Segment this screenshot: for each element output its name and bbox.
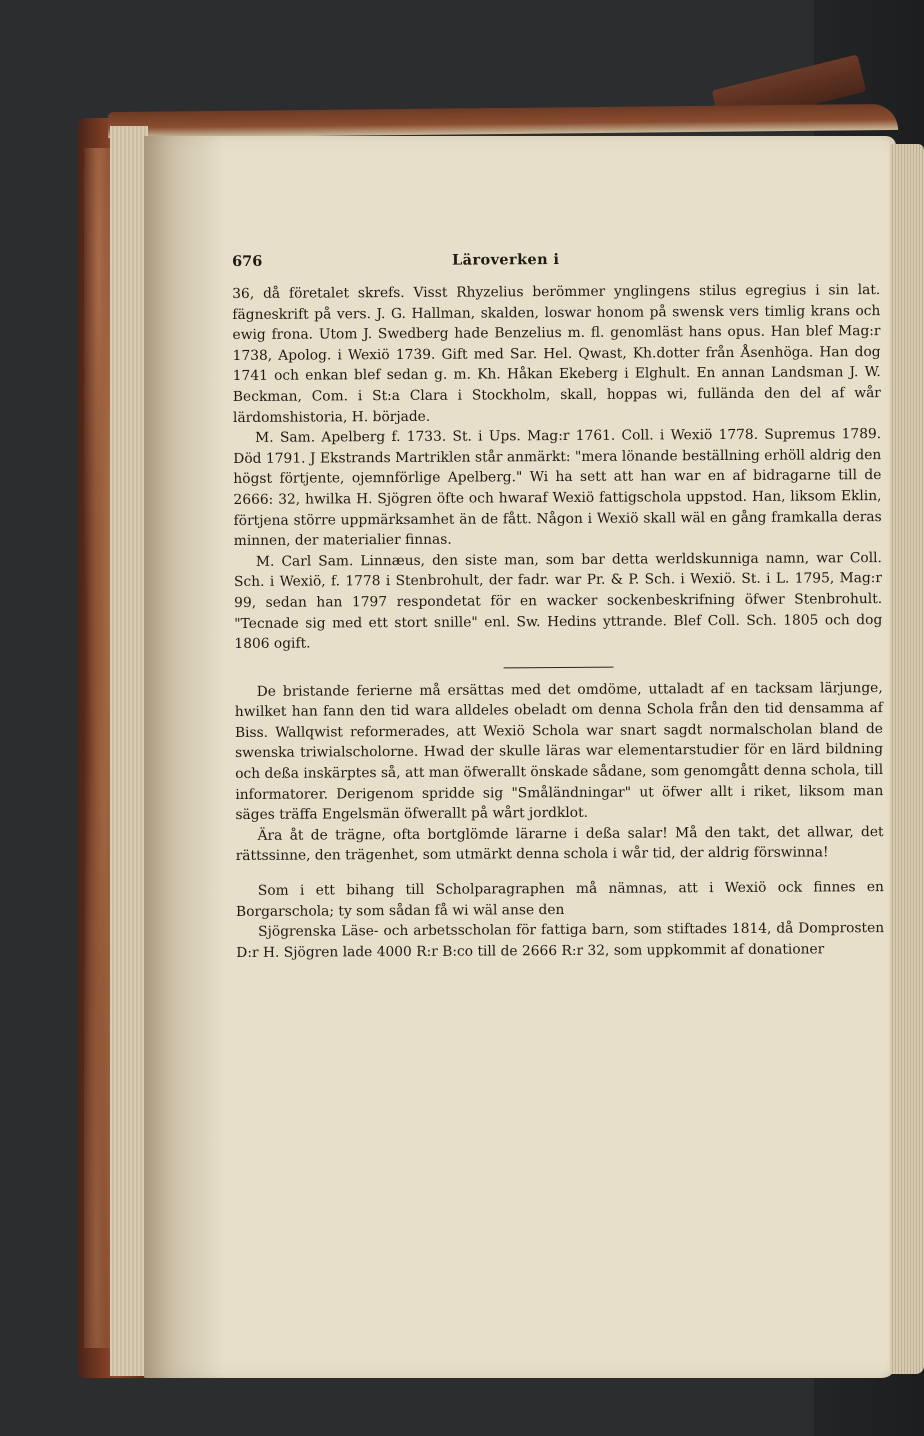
paragraph: Ära åt de trägne, ofta bortglömde lärarne i deßa salar! Må den takt, det allwar, det rättssinne, den trägenhet, som utmärkt denna schola i wår tid, der aldrig förswinna! [235, 823, 884, 865]
paragraph: Som i ett bihang till Scholparagraphen må nämnas, att i Wexiö ock finnes en Borgarschola; ty som sådan få wi wäl anse den [235, 879, 884, 920]
paragraph: De bristande ferierne må ersättas med det omdöme, uttaladt af en tacksam lärjunge, hwilket han fann den tid wara alldeles obeladt om denna Schola från den tid densamma af Biss. Wallqwist reformerades, att Wexiö Schola war snart sagdt normalscholan bland de swenska triwialscholorne. Hwad der skulle läras war elementarstudier för en lärd bildning och deßa inskärptes så, att man öfwerallt önskade sådane, som genomgått denna schola, till informatorer. Derigenom spridde sig "Småländningar" ut öfwer allt i riket, liksom man säges träffa Engelsmän öfwerallt på wårt jordklot. [234, 679, 884, 824]
page-stack-left [110, 126, 148, 1376]
paragraph: 36, då företalet skrefs. Visst Rhyzelius berömmer ynglingens stilus egregius i sin lat. fägneskrift på vers. J. G. Hallman, skalden, loswar honom på swensk vers timlig krans och ewig frona. Utom J. Swedberg hade Benzelius m. fl. genomläst hans opus. Han blef Mag:r 1738, Apolog. i Wexiö 1739. Gift med Sar. Hel. Qwast, Kh.dotter från Åsenhöga. Han dog 1741 och enkan blef sedan g. m. Kh. Håkan Ekeberg i Elghult. En annan Landsman J. W. Beckman, Com. i St:a Clara i Stockholm, skall, hoppas wi, fullända den del af wår lärdomshistoria, H. började. [232, 282, 881, 426]
running-head [232, 248, 880, 282]
paragraph: M. Carl Sam. Linnæus, den siste man, som bar detta werldskunniga namn, war Coll. Sch. i Wexiö, f. 1778 i Stenbrohult, der fadr. war Pr. & P. Sch. i Wexiö. St. i L. 1795, Mag:r 99, sedan han 1797 respondetat för en wacker sockenbeskrifning öfwer Stenbrohult. "Tecnade sig med ett stort snille" enl. Sw. Hedins yttrande. Blef Coll. Sch. 1805 och dog 1806 ogift. [233, 549, 883, 653]
section-divider [504, 666, 614, 668]
paragraph: Sjögrenska Läse- och arbetsscholan för fattiga barn, som stiftades 1814, då Domprosten D:r H. Sjögren lade 4000 R:r B:co till de 2666 R:r 32, som uppkommit af donationer [236, 920, 885, 961]
page-number: 676 [232, 252, 263, 270]
page-text [232, 248, 884, 963]
page-stack-right [890, 144, 924, 1374]
running-title: Läroverken i [452, 251, 560, 269]
paragraph: M. Sam. Apelberg f. 1733. St. i Ups. Mag:r 1761. Coll. i Wexiö 1778. Supremus 1789. Död 1791. J Ekstrands Martriklen står anmärkt: "mera lönande beställning erhöll aldrig den högst förtjente, ojemnförlige Apelberg." Wi ha sett att han war en af bidragarne till de 2666: 32, hwilka H. Sjögren öfte och hwaraf Wexiö fattigschola uppstod. Han, liksom Eklin, förtjena större uppmärksamhet än de fått. Någon i Wexiö skall wäl en gång framkalla deras minnen, der materialier finnas. [233, 426, 882, 550]
cover-top-edge [108, 104, 898, 138]
